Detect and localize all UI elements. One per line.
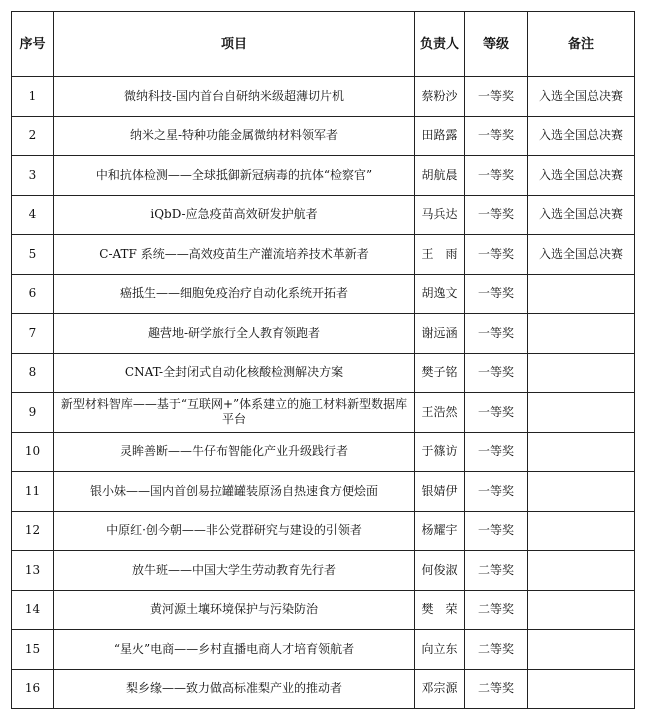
cell-grade: 一等奖 [465, 353, 528, 393]
cell-note [528, 432, 635, 472]
table-row [12, 393, 635, 433]
cell-no: 5 [12, 235, 54, 275]
cell-note [528, 314, 635, 354]
cell-owner: 樊子铭 [415, 353, 465, 393]
cell-project: CNAT-全封闭式自动化核酸检测解决方案 [54, 353, 415, 393]
cell-note [528, 551, 635, 591]
cell-no: 4 [12, 195, 54, 235]
cell-owner: 于篠访 [415, 432, 465, 472]
cell-note [528, 630, 635, 670]
cell-no: 1 [12, 77, 54, 117]
cell-no: 6 [12, 274, 54, 314]
cell-grade: 一等奖 [465, 235, 528, 275]
cell-grade: 二等奖 [465, 669, 528, 709]
cell-owner: 樊 荣 [415, 590, 465, 630]
cell-grade: 一等奖 [465, 432, 528, 472]
cell-owner: 杨耀宇 [415, 511, 465, 551]
cell-no: 2 [12, 116, 54, 156]
cell-owner: 蔡粉沙 [415, 77, 465, 117]
cell-no: 8 [12, 353, 54, 393]
cell-project: 中和抗体检测——全球抵御新冠病毒的抗体“检察官” [54, 156, 415, 196]
cell-owner: 王 雨 [415, 235, 465, 275]
table-row [12, 274, 635, 314]
header-project: 项目 [54, 12, 415, 77]
cell-grade: 一等奖 [465, 77, 528, 117]
cell-project: 灵眸善断——牛仔布智能化产业升级践行者 [54, 432, 415, 472]
cell-grade: 二等奖 [465, 590, 528, 630]
cell-note: 入选全国总决赛 [528, 116, 635, 156]
cell-grade: 一等奖 [465, 156, 528, 196]
cell-no: 9 [12, 393, 54, 433]
cell-project: 黄河源土壤环境保护与污染防治 [54, 590, 415, 630]
cell-grade: 一等奖 [465, 472, 528, 512]
cell-note [528, 472, 635, 512]
table-row [12, 195, 635, 235]
cell-project: 梨乡缘——致力做高标准梨产业的推动者 [54, 669, 415, 709]
table-body [12, 77, 635, 709]
cell-no: 3 [12, 156, 54, 196]
cell-owner: 胡逸文 [415, 274, 465, 314]
cell-owner: 田路露 [415, 116, 465, 156]
cell-grade: 一等奖 [465, 393, 528, 433]
table-row [12, 551, 635, 591]
cell-owner: 胡航晨 [415, 156, 465, 196]
cell-project: 放牛班——中国大学生劳动教育先行者 [54, 551, 415, 591]
header-row [12, 12, 635, 77]
table-row [12, 669, 635, 709]
cell-no: 14 [12, 590, 54, 630]
cell-grade: 一等奖 [465, 511, 528, 551]
cell-no: 11 [12, 472, 54, 512]
cell-project: 趣营地-研学旅行全人教育领跑者 [54, 314, 415, 354]
header-note: 备注 [528, 12, 635, 77]
cell-note [528, 274, 635, 314]
cell-project: 癌抵生——细胞免疫治疗自动化系统开拓者 [54, 274, 415, 314]
cell-grade: 一等奖 [465, 116, 528, 156]
cell-no: 12 [12, 511, 54, 551]
cell-project: 纳米之星-特种功能金属微纳材料领军者 [54, 116, 415, 156]
cell-owner: 谢远涵 [415, 314, 465, 354]
cell-project: C-ATF 系统——高效疫苗生产灌流培养技术革新者 [54, 235, 415, 275]
table-row [12, 590, 635, 630]
cell-project: 微纳科技-国内首台自研纳米级超薄切片机 [54, 77, 415, 117]
cell-note: 入选全国总决赛 [528, 77, 635, 117]
table-row [12, 235, 635, 275]
cell-grade: 一等奖 [465, 195, 528, 235]
table-row [12, 432, 635, 472]
header-no: 序号 [12, 12, 54, 77]
cell-owner: 银婧伊 [415, 472, 465, 512]
cell-project: 新型材料智库——基于“互联网+”体系建立的施工材料新型数据库平台 [54, 393, 415, 433]
cell-note: 入选全国总决赛 [528, 235, 635, 275]
table-row [12, 116, 635, 156]
cell-grade: 二等奖 [465, 551, 528, 591]
cell-note [528, 393, 635, 433]
cell-owner: 何俊淑 [415, 551, 465, 591]
cell-no: 13 [12, 551, 54, 591]
cell-grade: 二等奖 [465, 630, 528, 670]
cell-note [528, 353, 635, 393]
table-row [12, 314, 635, 354]
cell-owner: 马兵达 [415, 195, 465, 235]
cell-note: 入选全国总决赛 [528, 195, 635, 235]
header-owner: 负责人 [415, 12, 465, 77]
table-row [12, 511, 635, 551]
cell-project: 中原红·创今朝——非公党群研究与建设的引领者 [54, 511, 415, 551]
cell-note [528, 511, 635, 551]
cell-owner: 王浩然 [415, 393, 465, 433]
cell-grade: 一等奖 [465, 274, 528, 314]
cell-no: 15 [12, 630, 54, 670]
cell-note [528, 590, 635, 630]
table-row [12, 156, 635, 196]
table-row [12, 630, 635, 670]
cell-no: 16 [12, 669, 54, 709]
table-row [12, 472, 635, 512]
award-table [11, 11, 635, 709]
table-row [12, 77, 635, 117]
cell-note: 入选全国总决赛 [528, 156, 635, 196]
cell-owner: 向立东 [415, 630, 465, 670]
header-grade: 等级 [465, 12, 528, 77]
cell-note [528, 669, 635, 709]
cell-grade: 一等奖 [465, 314, 528, 354]
table-row [12, 353, 635, 393]
cell-project: “星火”电商——乡村直播电商人才培育领航者 [54, 630, 415, 670]
cell-project: iQbD-应急疫苗高效研发护航者 [54, 195, 415, 235]
cell-owner: 邓宗源 [415, 669, 465, 709]
cell-no: 7 [12, 314, 54, 354]
cell-no: 10 [12, 432, 54, 472]
cell-project: 银小妹——国内首创易拉罐罐装原汤自热速食方便烩面 [54, 472, 415, 512]
